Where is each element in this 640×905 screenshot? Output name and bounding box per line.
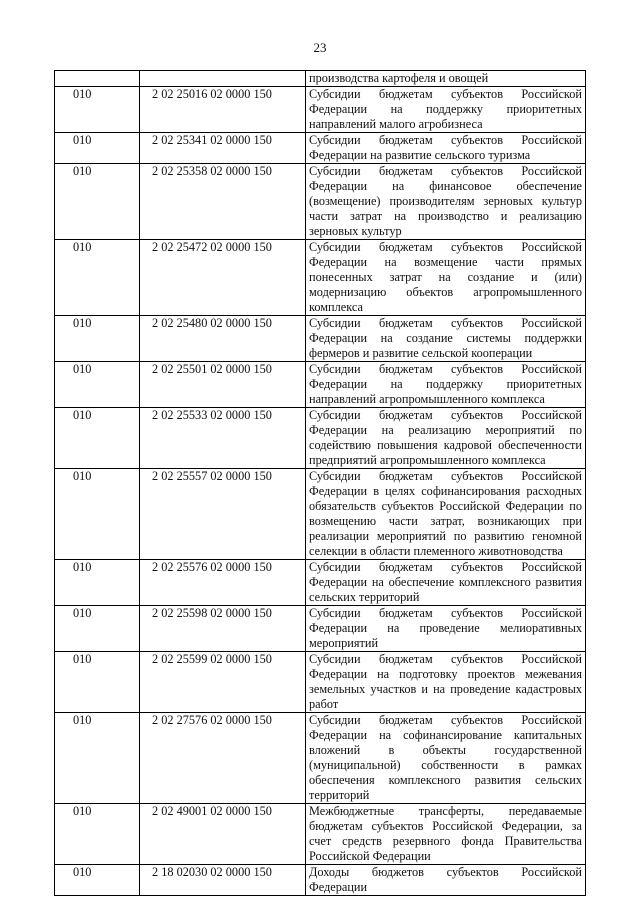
description-cell: Субсидии бюджетам субъектов Российской Федерации на обеспечение комплексного развития сельских территорий — [306, 560, 586, 606]
table-row — [55, 804, 586, 865]
budget-code-cell: 2 02 25358 02 0000 150 — [140, 164, 306, 240]
admin-code-cell: 010 — [55, 408, 140, 469]
table-row — [55, 408, 586, 469]
description-cell: производства картофеля и овощей — [306, 71, 586, 87]
budget-code-cell: 2 02 25598 02 0000 150 — [140, 606, 306, 652]
budget-code-cell: 2 02 25501 02 0000 150 — [140, 362, 306, 408]
budget-code-cell: 2 02 25557 02 0000 150 — [140, 469, 306, 560]
table-row — [55, 133, 586, 164]
admin-code-cell: 010 — [55, 362, 140, 408]
description-cell: Субсидии бюджетам субъектов Российской Федерации в целях софинансирования расходных обязательств субъектов Российской Федерации по возмещению части затрат, возникающих при реализации мероприятий по развитию геномной селекции в области племенного животноводства — [306, 469, 586, 560]
budget-code-cell: 2 02 25576 02 0000 150 — [140, 560, 306, 606]
table-row — [55, 87, 586, 133]
admin-code-cell: 010 — [55, 316, 140, 362]
budget-code-cell: 2 02 25533 02 0000 150 — [140, 408, 306, 469]
description-cell: Субсидии бюджетам субъектов Российской Федерации на поддержку приоритетных направлений агропромышленного комплекса — [306, 362, 586, 408]
table-row — [55, 469, 586, 560]
admin-code-cell: 010 — [55, 713, 140, 804]
admin-code-cell — [55, 71, 140, 87]
table-row — [55, 71, 586, 87]
admin-code-cell: 010 — [55, 865, 140, 896]
description-cell: Субсидии бюджетам субъектов Российской Федерации на проведение мелиоративных мероприятий — [306, 606, 586, 652]
admin-code-cell: 010 — [55, 606, 140, 652]
budget-code-cell: 2 18 02030 02 0000 150 — [140, 865, 306, 896]
description-cell: Субсидии бюджетам субъектов Российской Федерации на поддержку приоритетных направлений малого агробизнеса — [306, 87, 586, 133]
admin-code-cell: 010 — [55, 652, 140, 713]
admin-code-cell: 010 — [55, 87, 140, 133]
description-cell: Субсидии бюджетам субъектов Российской Федерации на создание системы поддержки фермеров и развитие сельской кооперации — [306, 316, 586, 362]
description-cell: Доходы бюджетов субъектов Российской Федерации — [306, 865, 586, 896]
table-body — [55, 71, 586, 896]
budget-code-cell: 2 02 25599 02 0000 150 — [140, 652, 306, 713]
table-row — [55, 713, 586, 804]
description-cell: Субсидии бюджетам субъектов Российской Федерации на подготовку проектов межевания земельных участков и на проведение кадастровых работ — [306, 652, 586, 713]
table-row — [55, 560, 586, 606]
budget-code-cell: 2 02 25472 02 0000 150 — [140, 240, 306, 316]
budget-code-cell — [140, 71, 306, 87]
table-row — [55, 606, 586, 652]
description-cell: Субсидии бюджетам субъектов Российской Федерации на развитие сельского туризма — [306, 133, 586, 164]
table-row — [55, 362, 586, 408]
budget-codes-table — [54, 70, 586, 896]
admin-code-cell: 010 — [55, 240, 140, 316]
table-row — [55, 164, 586, 240]
table-row — [55, 316, 586, 362]
admin-code-cell: 010 — [55, 469, 140, 560]
page-number: 23 — [313, 40, 327, 55]
description-cell: Субсидии бюджетам субъектов Российской Федерации на реализацию мероприятий по содействию повышения кадровой обеспеченности предприятий агропромышленного комплекса — [306, 408, 586, 469]
description-cell: Субсидии бюджетам субъектов Российской Федерации на возмещение части прямых понесенных затрат на создание и (или) модернизацию объектов агропромышленного комплекса — [306, 240, 586, 316]
description-cell: Субсидии бюджетам субъектов Российской Федерации на финансовое обеспечение (возмещение) производителям зерновых культур части затрат на производство и реализацию зерновых культур — [306, 164, 586, 240]
admin-code-cell: 010 — [55, 164, 140, 240]
table-row — [55, 240, 586, 316]
budget-code-cell: 2 02 25016 02 0000 150 — [140, 87, 306, 133]
budget-code-cell: 2 02 27576 02 0000 150 — [140, 713, 306, 804]
budget-code-cell: 2 02 25341 02 0000 150 — [140, 133, 306, 164]
budget-code-cell: 2 02 25480 02 0000 150 — [140, 316, 306, 362]
description-cell: Межбюджетные трансферты, передаваемые бюджетам субъектов Российской Федерации, за счет средств резервного фонда Правительства Российской Федерации — [306, 804, 586, 865]
description-cell: Субсидии бюджетам субъектов Российской Федерации на софинансирование капитальных вложений в объекты государственной (муниципальной) собственности в рамках обеспечения комплексного развития сельских территорий — [306, 713, 586, 804]
table-row — [55, 652, 586, 713]
admin-code-cell: 010 — [55, 560, 140, 606]
admin-code-cell: 010 — [55, 804, 140, 865]
admin-code-cell: 010 — [55, 133, 140, 164]
budget-code-cell: 2 02 49001 02 0000 150 — [140, 804, 306, 865]
table-row — [55, 865, 586, 896]
